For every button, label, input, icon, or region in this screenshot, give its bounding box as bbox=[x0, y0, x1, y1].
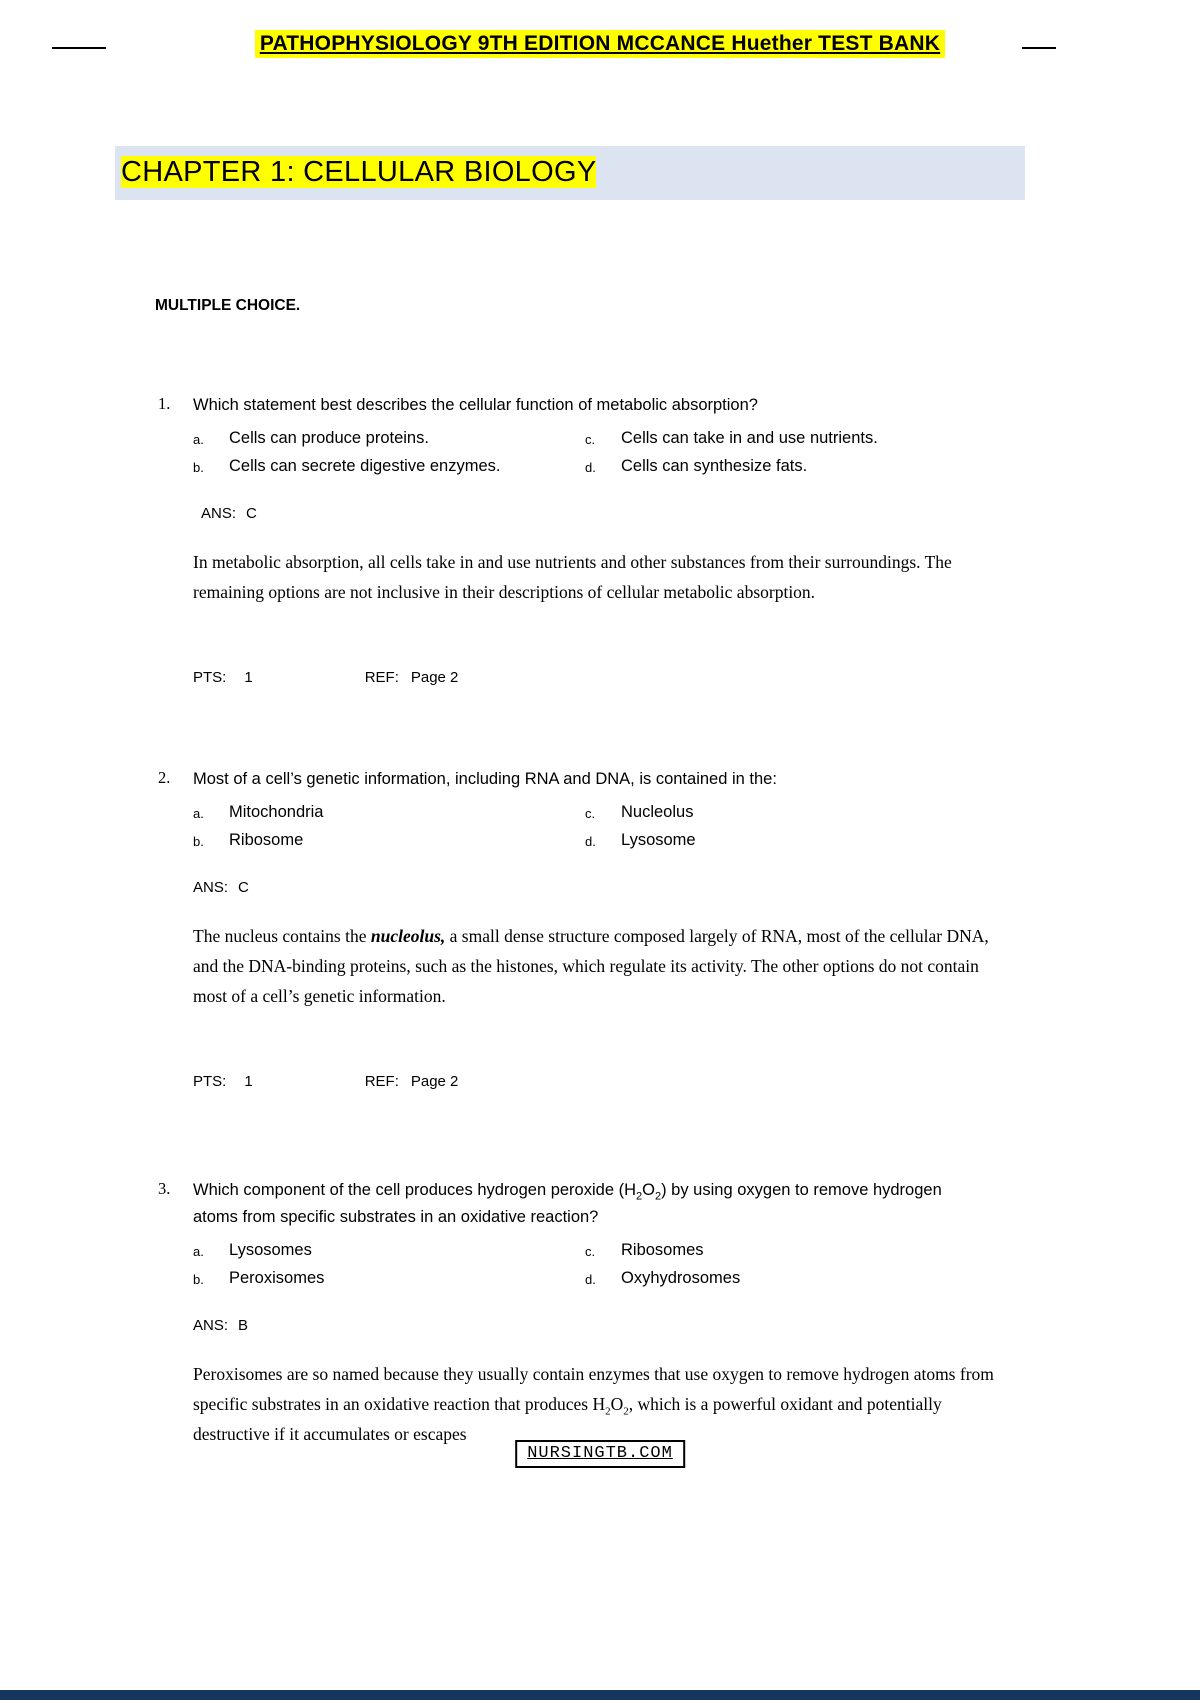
option-text: Cells can secrete digestive enzymes. bbox=[229, 457, 501, 475]
option-letter: a. bbox=[193, 432, 204, 447]
option-text: Peroxisomes bbox=[229, 1269, 325, 1287]
question-body bbox=[193, 392, 1100, 686]
chapter-title: CHAPTER 1: CELLULAR BIOLOGY bbox=[121, 156, 597, 188]
option-c bbox=[585, 429, 1100, 448]
question-text-part: O bbox=[642, 1181, 655, 1199]
answer-explanation: In metabolic absorption, all cells take in and use nutrients and other substances from their surroundings. The remaining options are not inclusive in their descriptions of cellular metabolic absorption. bbox=[193, 552, 952, 602]
pts-label: PTS: bbox=[193, 669, 227, 686]
ref-label: REF: bbox=[364, 669, 399, 686]
answer-value: C bbox=[246, 505, 257, 522]
subscript: 2 bbox=[605, 1405, 611, 1418]
question-text-part: ) by using oxygen to remove hydrogen atoms from specific substrates in an oxidative reaction? bbox=[193, 1181, 942, 1226]
answer-label: ANS: bbox=[201, 505, 237, 522]
option-d bbox=[585, 1269, 1100, 1288]
option-text: Cells can synthesize fats. bbox=[621, 457, 808, 475]
pts-label: PTS: bbox=[193, 1073, 227, 1090]
option-text: Cells can produce proteins. bbox=[229, 429, 429, 447]
option-letter: c. bbox=[585, 806, 596, 821]
ref-label: REF: bbox=[364, 1073, 399, 1090]
option-text: Nucleolus bbox=[621, 803, 694, 821]
pts-ref-line bbox=[193, 1073, 1100, 1090]
option-letter: d. bbox=[585, 1272, 596, 1287]
answer-value: C bbox=[238, 879, 249, 896]
section-heading: MULTIPLE CHOICE. bbox=[155, 297, 301, 314]
option-text: Lysosomes bbox=[229, 1241, 312, 1259]
answer-line bbox=[193, 1317, 1100, 1334]
ref-value: Page 2 bbox=[410, 669, 459, 686]
option-d bbox=[585, 457, 1100, 476]
question-text: Most of a cell’s genetic information, including RNA and DNA, is contained in the: bbox=[193, 770, 777, 788]
explanation-part: O bbox=[610, 1394, 624, 1414]
question-number: 2. bbox=[158, 768, 171, 787]
pts-ref-line bbox=[193, 669, 1100, 686]
footer-stamp: NURSINGTB.COM bbox=[515, 1440, 685, 1468]
option-letter: d. bbox=[585, 834, 596, 849]
question-text bbox=[193, 1177, 951, 1231]
question-text-part: Which component of the cell produces hydrogen peroxide (H bbox=[193, 1181, 636, 1199]
header-left-dash bbox=[52, 47, 106, 49]
options-grid bbox=[193, 1241, 1100, 1288]
answer-label: ANS: bbox=[193, 879, 229, 896]
subscript: 2 bbox=[636, 1190, 643, 1203]
option-letter: b. bbox=[193, 1272, 204, 1287]
ref-value: Page 2 bbox=[410, 1073, 459, 1090]
answer-explanation bbox=[193, 921, 1005, 1011]
question-1 bbox=[158, 392, 1100, 686]
question-number: 1. bbox=[158, 394, 171, 413]
explanation-part: a small dense structure composed largely of RNA, most of the cellular DNA, and the DNA-binding proteins, such as the histones, which regulate its activity. The other options do not contain most of a cell’s genetic information. bbox=[193, 926, 989, 1006]
question-text: Which statement best describes the cellular function of metabolic absorption? bbox=[193, 396, 758, 414]
option-a bbox=[193, 1241, 585, 1260]
questions-list bbox=[158, 392, 1100, 1449]
question-number: 3. bbox=[158, 1179, 171, 1198]
options-grid bbox=[193, 803, 1100, 850]
option-c bbox=[585, 803, 1100, 822]
option-text: Ribosomes bbox=[621, 1241, 704, 1259]
option-text: Cells can take in and use nutrients. bbox=[621, 429, 878, 447]
bottom-bar bbox=[0, 1690, 1200, 1700]
option-b bbox=[193, 1269, 585, 1288]
option-a bbox=[193, 429, 585, 448]
document-title: PATHOPHYSIOLOGY 9TH EDITION MCCANCE Huether TEST BANK bbox=[255, 30, 945, 58]
option-b bbox=[193, 457, 585, 476]
subscript: 2 bbox=[654, 1190, 662, 1203]
answer-explanation bbox=[193, 1359, 1005, 1449]
option-text: Oxyhydrosomes bbox=[621, 1269, 741, 1287]
answer-label: ANS: bbox=[193, 1317, 229, 1334]
option-d bbox=[585, 831, 1100, 850]
explanation-part: , which is a powerful oxidant and potentially destructive if it accumulates or escapes bbox=[193, 1394, 942, 1444]
options-grid bbox=[193, 429, 1100, 476]
explanation-part: The nucleus contains the bbox=[193, 926, 371, 946]
question-3 bbox=[158, 1177, 1100, 1449]
question-body bbox=[193, 1177, 1100, 1449]
question-2 bbox=[158, 766, 1100, 1090]
option-text: Ribosome bbox=[229, 831, 304, 849]
option-a bbox=[193, 803, 585, 822]
option-text: Mitochondria bbox=[229, 803, 324, 821]
option-letter: b. bbox=[193, 460, 204, 475]
option-text: Lysosome bbox=[621, 831, 696, 849]
option-c bbox=[585, 1241, 1100, 1260]
option-letter: d. bbox=[585, 460, 596, 475]
subscript: 2 bbox=[623, 1405, 629, 1418]
option-letter: c. bbox=[585, 1244, 596, 1259]
answer-line bbox=[201, 505, 1100, 522]
option-b bbox=[193, 831, 585, 850]
pts-value: 1 bbox=[244, 1073, 253, 1090]
option-letter: b. bbox=[193, 834, 204, 849]
option-letter: a. bbox=[193, 1244, 204, 1259]
answer-value: B bbox=[238, 1317, 249, 1334]
explanation-emphasis: nucleolus, bbox=[370, 926, 446, 946]
option-letter: a. bbox=[193, 806, 204, 821]
chapter-band bbox=[115, 146, 1025, 200]
question-body bbox=[193, 766, 1100, 1090]
option-letter: c. bbox=[585, 432, 596, 447]
explanation-part: Peroxisomes are so named because they usually contain enzymes that use oxygen to remove hydrogen atoms from specific substrates in an oxidative reaction that produces H bbox=[193, 1364, 994, 1414]
pts-value: 1 bbox=[244, 669, 253, 686]
document-header bbox=[0, 0, 1200, 58]
answer-line bbox=[193, 879, 1100, 896]
header-right-dash bbox=[1022, 47, 1056, 49]
